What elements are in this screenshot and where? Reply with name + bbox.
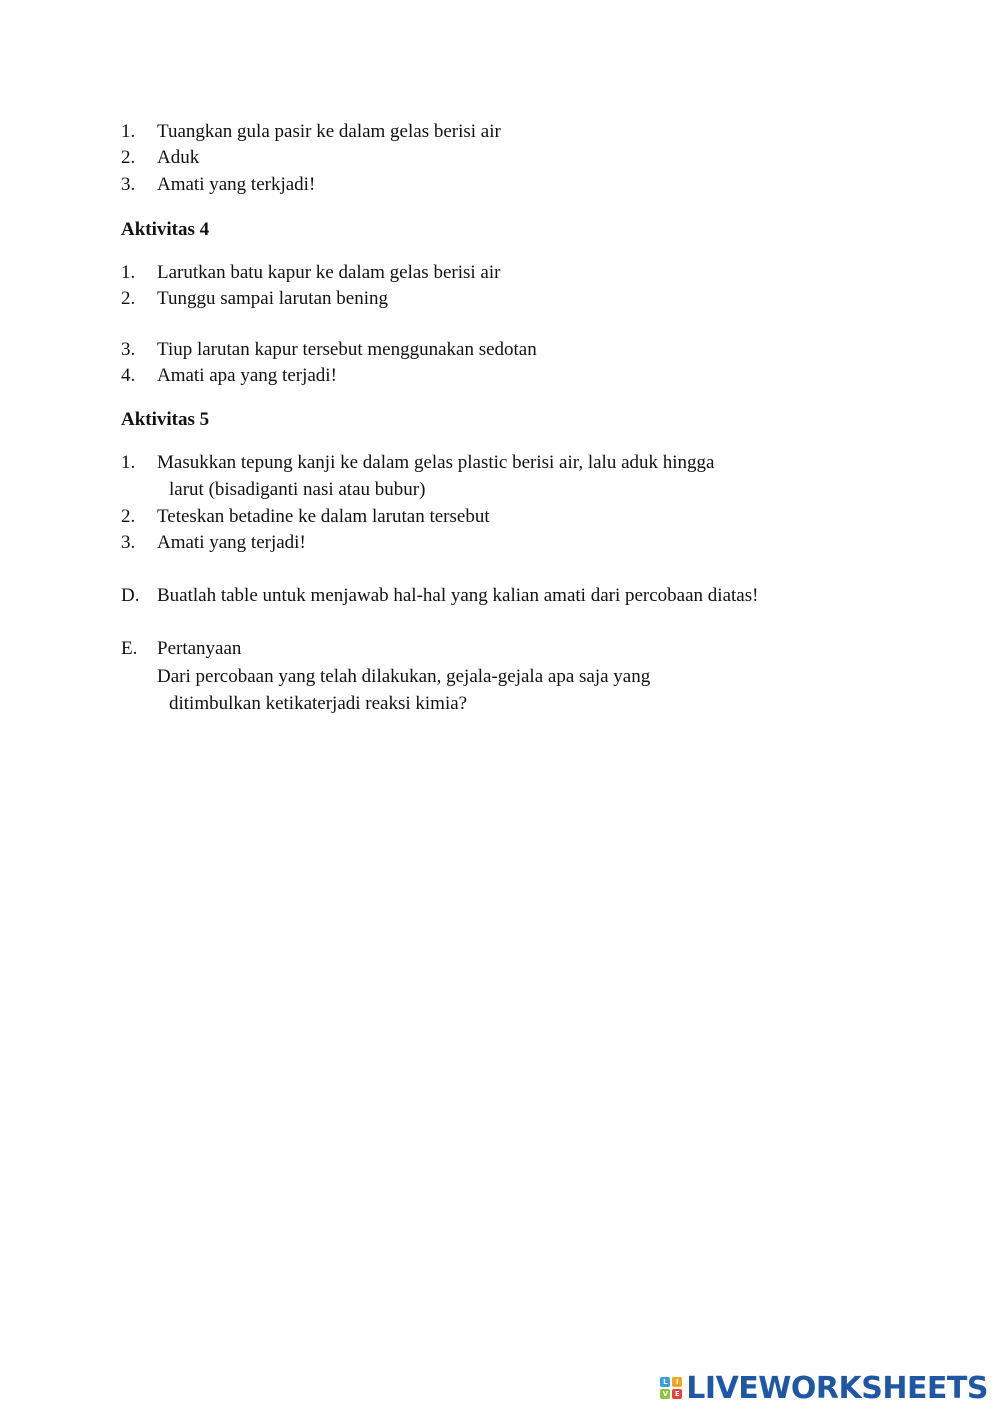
- liveworksheets-logo-icon: [660, 1377, 682, 1399]
- logo-tile: V: [660, 1389, 670, 1399]
- step-number: 3.: [121, 339, 136, 360]
- logo-tile: I: [672, 1377, 682, 1387]
- step-number: 1.: [121, 121, 136, 142]
- brand-name: LIVEWORKSHEETS: [686, 1370, 988, 1406]
- step-number: 3.: [121, 174, 136, 195]
- activity4-heading: Aktivitas 4: [121, 219, 210, 240]
- step-text: Amati apa yang terjadi!: [157, 365, 337, 386]
- step-text: Tunggu sampai larutan bening: [157, 288, 388, 309]
- step-text: Aduk: [157, 147, 200, 168]
- step-number: 3.: [121, 532, 136, 553]
- step-text: Tuangkan gula pasir ke dalam gelas berisi air: [157, 121, 501, 142]
- step-number: 2.: [121, 506, 136, 527]
- logo-tile: E: [672, 1389, 682, 1399]
- step-number: 1.: [121, 262, 136, 283]
- step-text-continuation: larut (bisadiganti nasi atau bubur): [169, 479, 426, 500]
- question-text: ditimbulkan ketikaterjadi reaksi kimia?: [169, 693, 468, 714]
- step-text: Masukkan tepung kanji ke dalam gelas plastic berisi air, lalu aduk hingga: [157, 452, 715, 473]
- step-number: 2.: [121, 288, 136, 309]
- activity5-heading: Aktivitas 5: [121, 409, 210, 430]
- step-text: Tiup larutan kapur tersebut menggunakan sedotan: [157, 339, 537, 360]
- section-title: Pertanyaan: [157, 638, 242, 659]
- step-number: 4.: [121, 365, 136, 386]
- step-text: Amati yang terjadi!: [157, 532, 306, 553]
- step-number: 2.: [121, 147, 136, 168]
- question-text: Dari percobaan yang telah dilakukan, gejala-gejala apa saja yang: [157, 666, 651, 687]
- step-text: Amati yang terkjadi!: [157, 174, 316, 195]
- logo-tile: L: [660, 1377, 670, 1387]
- section-label: D.: [121, 585, 140, 606]
- step-number: 1.: [121, 452, 136, 473]
- step-text: Teteskan betadine ke dalam larutan tersebut: [157, 506, 490, 527]
- liveworksheets-brand[interactable]: [660, 1372, 988, 1404]
- section-text: Buatlah table untuk menjawab hal-hal yang kalian amati dari percobaan diatas!: [157, 585, 759, 606]
- section-label: E.: [121, 638, 138, 659]
- step-text: Larutkan batu kapur ke dalam gelas berisi air: [157, 262, 501, 283]
